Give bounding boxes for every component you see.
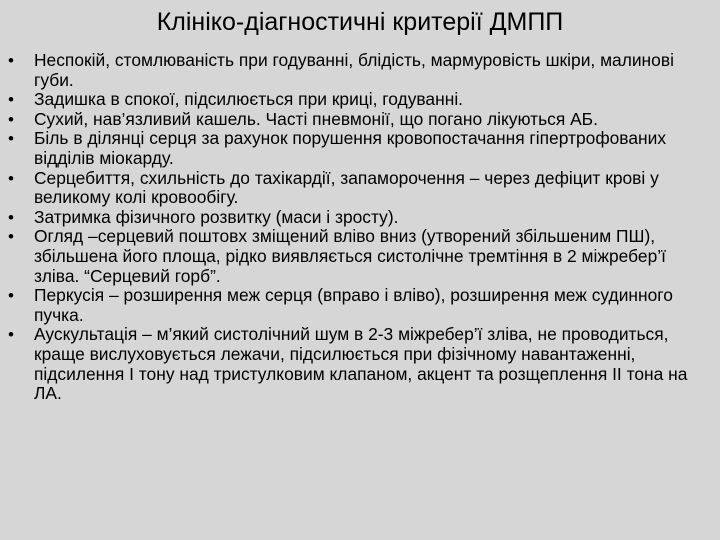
bullet-mark: • bbox=[8, 90, 14, 110]
bullet-text: Затримка фізичного розвитку (маси і зросту). bbox=[34, 206, 399, 227]
bullet-item bbox=[8, 51, 712, 90]
bullet-list bbox=[8, 51, 712, 404]
bullet-item bbox=[8, 286, 712, 325]
bullet-mark: • bbox=[8, 109, 14, 129]
bullet-text: Серцебиття, схильність до тахікардії, запаморочення – через дефіцит крові у великому колі кровообігу. bbox=[34, 167, 659, 208]
bullet-mark: • bbox=[8, 227, 14, 247]
bullet-item bbox=[8, 227, 712, 286]
bullet-item bbox=[8, 169, 712, 208]
slide-title: Клініко-діагностичні критерії ДМПП bbox=[156, 8, 564, 36]
bullet-text: Біль в ділянці серця за рахунок порушення кровопостачання гіпертрофованих відділів міокарду. bbox=[34, 128, 667, 168]
bullet-item bbox=[8, 90, 712, 110]
bullet-mark: • bbox=[8, 325, 14, 345]
bullet-text: Огляд –серцевий поштовх зміщений вліво вниз (утворений збільшеним ПШ), збільшена його площа, рідко виявляється систолічне тремтіння в 2 міжребер’ї зліва. “Серцевий горб”. bbox=[34, 226, 666, 286]
bullet-item bbox=[8, 208, 712, 228]
bullet-text: Неспокій, стомлюваність при годуванні, блідість, мармуровість шкіри, малинові губи. bbox=[34, 50, 674, 90]
bullet-mark: • bbox=[8, 168, 14, 188]
bullet-mark: • bbox=[8, 129, 14, 149]
bullet-item bbox=[8, 110, 712, 130]
bullet-text: Сухий, нав’язливий кашель. Часті пневмонії, що погано лікуються АБ. bbox=[34, 108, 598, 129]
bullet-text: Аускультація – м’який систолічний шум в 2-3 міжребер’ї зліва, не проводиться, краще вислуховується лежачи, підсилюється при фізічному навантаженні, підсилення І тону над тристулковим клапаном, акцент та розщеплення ІІ тона на ЛА. bbox=[34, 324, 688, 404]
bullet-mark: • bbox=[8, 51, 14, 70]
bullet-mark: • bbox=[8, 207, 14, 227]
bullet-item bbox=[8, 325, 712, 403]
bullet-text: Задишка в спокої, підсилюється при криці, годуванні. bbox=[34, 89, 464, 110]
bullet-item bbox=[8, 129, 712, 168]
bullet-mark: • bbox=[8, 286, 14, 306]
bullet-text: Перкусія – розширення меж серця (вправо і вліво), розширення меж судинного пучка. bbox=[34, 285, 673, 325]
